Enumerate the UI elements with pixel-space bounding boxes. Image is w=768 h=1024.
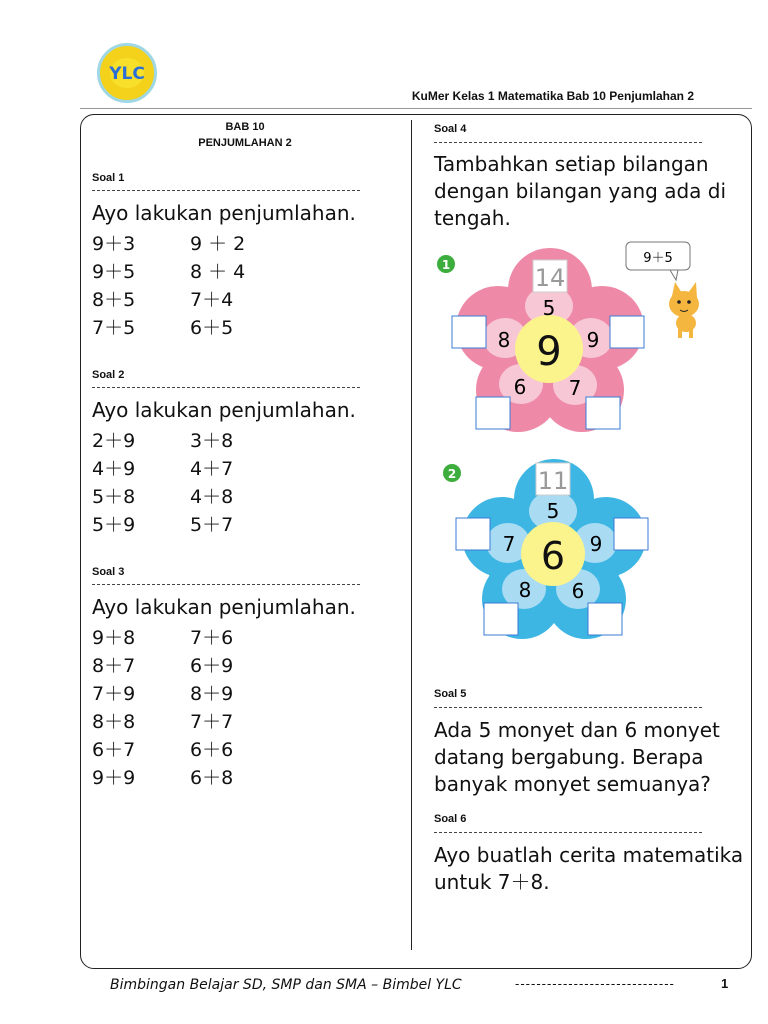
ylc-logo bbox=[97, 43, 157, 103]
flower2-answer-box[interactable] bbox=[484, 603, 518, 635]
flower1-top-number: 14 bbox=[534, 264, 566, 292]
flower1-badge-text: 1 bbox=[441, 258, 451, 272]
soal3-item: 6＋6 bbox=[190, 739, 234, 761]
soal3-item: 9＋9 bbox=[92, 767, 136, 789]
flower2-figure bbox=[430, 455, 720, 655]
chapter-number: BAB 10 bbox=[225, 121, 265, 133]
flower1-petal: 9 bbox=[586, 328, 600, 352]
flower2-answer-box[interactable] bbox=[614, 518, 648, 550]
flower1-answer-box[interactable] bbox=[452, 316, 486, 348]
soal4-divider bbox=[434, 142, 702, 143]
soal1-item: 7＋5 bbox=[92, 317, 136, 339]
soal3-item: 7＋6 bbox=[190, 627, 234, 649]
soal2-item: 2＋9 bbox=[92, 430, 136, 452]
soal1-item: 7＋4 bbox=[190, 289, 234, 311]
soal1-item: 9 ＋ 2 bbox=[190, 233, 246, 255]
soal5-line: banyak monyet semuanya? bbox=[434, 772, 711, 796]
flower2-badge-text: 2 bbox=[447, 467, 457, 481]
soal2-item: 5＋8 bbox=[92, 486, 136, 508]
soal3-divider bbox=[92, 584, 360, 585]
soal1-divider bbox=[92, 190, 360, 191]
flower2-petal: 9 bbox=[589, 532, 603, 556]
soal1-item: 8 ＋ 4 bbox=[190, 261, 246, 283]
soal3-item: 6＋9 bbox=[190, 655, 234, 677]
soal4-line: Tambahkan setiap bilangan bbox=[434, 152, 709, 176]
soal3-item: 6＋8 bbox=[190, 767, 234, 789]
soal5-line: datang bergabung. Berapa bbox=[434, 745, 704, 769]
soal4-line: tengah. bbox=[434, 206, 511, 230]
soal3-item: 9＋8 bbox=[92, 627, 136, 649]
page-number: 1 bbox=[721, 976, 729, 991]
soal6-line: untuk 7＋8. bbox=[434, 870, 550, 894]
soal3-item: 8＋7 bbox=[92, 655, 136, 677]
soal6-divider bbox=[434, 832, 702, 833]
flower2-petal: 6 bbox=[571, 579, 585, 603]
flower1-answer-box[interactable] bbox=[586, 397, 620, 429]
soal6-line: Ayo buatlah cerita matematika bbox=[434, 843, 744, 867]
soal1-instruction: Ayo lakukan penjumlahan. bbox=[92, 201, 356, 225]
flower1-petal: 6 bbox=[513, 375, 527, 399]
soal3-item: 8＋9 bbox=[190, 683, 234, 705]
flower2-petal: 8 bbox=[518, 578, 532, 602]
flower2-answer-box[interactable] bbox=[456, 518, 490, 550]
soal2-divider bbox=[92, 387, 360, 388]
flower1-petal: 8 bbox=[497, 328, 511, 352]
flower2-petal: 7 bbox=[502, 532, 516, 556]
soal3-instruction: Ayo lakukan penjumlahan. bbox=[92, 595, 356, 619]
soal2-item: 5＋7 bbox=[190, 514, 234, 536]
soal1-item: 8＋5 bbox=[92, 289, 136, 311]
speech-bubble-text: 9＋5 bbox=[643, 251, 673, 266]
soal2-item: 4＋9 bbox=[92, 458, 136, 480]
flower1-center-number: 9 bbox=[536, 329, 562, 375]
soal2-item: 4＋8 bbox=[190, 486, 234, 508]
soal5-line: Ada 5 monyet dan 6 monyet bbox=[434, 718, 720, 742]
soal2-item: 5＋9 bbox=[92, 514, 136, 536]
soal5-divider bbox=[434, 707, 702, 708]
flower2-answer-box[interactable] bbox=[588, 603, 622, 635]
chapter-name: PENJUMLAHAN 2 bbox=[198, 137, 292, 149]
soal3-item: 6＋7 bbox=[92, 739, 136, 761]
soal3-item: 7＋7 bbox=[190, 711, 234, 733]
soal3-item: 7＋9 bbox=[92, 683, 136, 705]
flower1-answer-box[interactable] bbox=[476, 397, 510, 429]
flower1-answer-box[interactable] bbox=[610, 316, 644, 348]
soal2-item: 3＋8 bbox=[190, 430, 234, 452]
soal3-label: Soal 3 bbox=[92, 566, 125, 578]
soal1-item: 6＋5 bbox=[190, 317, 234, 339]
flower1-figure bbox=[430, 240, 720, 450]
soal6-label: Soal 6 bbox=[434, 813, 467, 825]
soal2-label: Soal 2 bbox=[92, 369, 125, 381]
footer-text: Bimbingan Belajar SD, SMP dan SMA – Bimbel YLC bbox=[110, 977, 462, 993]
soal2-item: 4＋7 bbox=[190, 458, 234, 480]
soal2-instruction: Ayo lakukan penjumlahan. bbox=[92, 398, 356, 422]
header-title: KuMer Kelas 1 Matematika Bab 10 Penjumlahan 2 bbox=[411, 89, 694, 103]
soal1-label: Soal 1 bbox=[92, 172, 125, 184]
flower1-petal: 7 bbox=[568, 376, 582, 400]
soal1-item: 9＋3 bbox=[92, 233, 136, 255]
column-divider bbox=[411, 120, 412, 950]
header-line bbox=[80, 108, 752, 109]
soal4-line: dengan bilangan yang ada di bbox=[434, 179, 727, 203]
flower2-petal: 5 bbox=[546, 499, 560, 523]
soal5-label: Soal 5 bbox=[434, 688, 467, 700]
flower1-petal: 5 bbox=[542, 296, 556, 320]
soal4-label: Soal 4 bbox=[434, 123, 467, 135]
soal1-item: 9＋5 bbox=[92, 261, 136, 283]
flower2-center-number: 6 bbox=[540, 534, 566, 578]
footer-dashes: ------------------------------ bbox=[515, 976, 675, 991]
soal3-item: 8＋8 bbox=[92, 711, 136, 733]
cat-icon bbox=[669, 282, 699, 338]
flower2-top-number: 11 bbox=[537, 467, 569, 495]
logo-text: YLC bbox=[109, 64, 145, 84]
